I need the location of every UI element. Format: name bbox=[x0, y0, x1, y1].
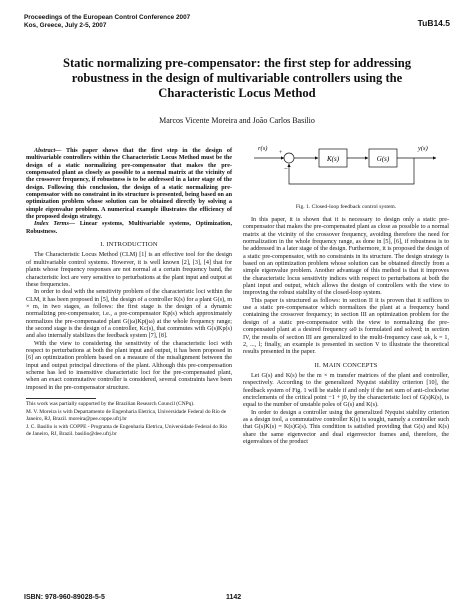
paragraph: This paper is structured as follows: in section II it is proven that it suffices to use a static pre-compensator which normalizes the plant at a frequency band containing the crossover frequency; in section III an optimization problem for the design of a static pre-compensator with the view to normalizing the pre-compensated plant at a desired frequency ω0 is formulated and solved; in section IV, the results of section III are generalized to the multi-frequency case ωk, k = 1, 2, ..., l; finally, an example is presented in section V to illustrate the theoretical results presented in the paper. bbox=[243, 297, 449, 356]
block-diagram bbox=[246, 138, 446, 208]
conference-location: Kos, Greece, July 2-5, 2007 bbox=[24, 22, 107, 29]
paragraph: In order to deal with the sensitivity problem of the characteristic loci within the CLM, it has been proposed in [5], the design of a controller K(s) for a plant G(s), m × m, in two stages, as follows: the first stage is the design of a dynamic normalizing pre-compensator, i.e., a pre-compensator Kp(s) which approximately normalizes the pre-compensated plant G(jω)Kp(jω) at the whole frequency range; the second stage is the design of a controller, Kc(s), that commutes with G(s)Kp(s) and also internally stabilizes the feedback system [7], [8]. bbox=[26, 289, 232, 340]
paper-id: TuB14.5 bbox=[417, 18, 450, 28]
left-column bbox=[26, 148, 232, 437]
input-label: r(s) bbox=[258, 145, 268, 152]
section-heading-main-concepts: II. MAIN CONCEPTS bbox=[314, 361, 378, 369]
abstract-text: — This paper shows that the first step in the design of multivariable controllers within the Characteristic Locus Method must be the design of a static normalizing pre-compensator that makes the pre-compensated plant as closely as possible to a normal matrix at the vicinity of the crossover frequency, if robustness is to be addressed in a later stage of the design. Following this conclusion, the design of a static normalizing pre-compensator with no constraint in its structure is presented, being based on an optimization problem whose solution can be obtained directly by solving a simple eigenvalue problem. A numerical example illustrates the efficiency of the proposed design strategy. bbox=[26, 148, 232, 221]
authors: Marcos Vicente Moreira and João Carlos Basilio bbox=[159, 116, 315, 125]
title-line: robustness in the design of multivariable controllers using the bbox=[71, 71, 403, 85]
paragraph: In order to design a controller using the generalized Nyquist stability criterion as a design tool, a commutative controller K(s) is sought, namely a controller such that G(s)K(s) = K(s)G(s). This condition is satisfied providing that G(s) and K(s) share the same eigenvector and dual eigenvector frames and, therefore, the eigenvalues of the product bbox=[243, 409, 449, 445]
minus-sign: − bbox=[284, 165, 288, 173]
paragraph: Let G(s) and K(s) be the m × m transfer matrices of the plant and controller, respectively. According to the generalized Nyquist stability criterion [10], the feedback system of Fig. 1 will be stable if and only if the net sum of anti-clockwise encirclements of the critical point −1 + j0, by the characteristic loci of G(s)K(s), is equal to the number of unstable poles of G(s) and K(s). bbox=[243, 372, 449, 409]
isbn: ISBN: 978-960-89028-5-5 bbox=[24, 594, 105, 601]
controller-label: K(s) bbox=[326, 155, 340, 163]
abstract bbox=[26, 148, 232, 221]
paragraph: The Characteristic Locus Method (CLM) [1] is an effective tool for the design of multivariable control systems. However, it is well known [2], [3], [4] that for plants whose frequency responses are not normal at a certain frequency band, the characteristic loci are very sensitive to perturbations at the plant input and output at these frequencies. bbox=[26, 252, 232, 288]
abstract-label: Abstract bbox=[34, 148, 56, 154]
footnote-rule bbox=[26, 398, 96, 399]
plus-sign: + bbox=[279, 150, 283, 156]
figure-caption: Fig. 1. Closed-loop feedback control system. bbox=[295, 204, 397, 210]
right-column bbox=[243, 217, 449, 446]
title-line: Static normalizing pre-compensator: the first step for addressing bbox=[62, 56, 412, 70]
section-heading-introduction: I. INTRODUCTION bbox=[100, 241, 158, 249]
paper-title bbox=[40, 56, 434, 101]
feedback-path bbox=[289, 158, 414, 184]
index-terms bbox=[26, 221, 232, 236]
paragraph: In this paper, it is shown that it is necessary to design only a static pre-compensator that makes the pre-compensated plant as close as possible to a normal matrix at the vicinity of the crossover frequency, avoiding therefore the need for normalization in the whole frequency range, as done in [5], [6], if robustness is to be addressed in a later stage of the design. Furthermore, it is proposed the design of a static pre-compensator, with no constraints in its structure. The design strategy is based on an optimization problem whose solution can be obtained directly from a simple eigenvalue problem. Another advantage of this method is that it improves the characteristic locus sensitivity indices with respect to perturbations at both the plant input and output, which allows the design of controllers with the view to improving the robust stability of the closed-loop system. bbox=[243, 217, 449, 297]
plant-label: G(s) bbox=[376, 155, 390, 163]
output-label: y(s) bbox=[418, 145, 428, 152]
page-number: 1142 bbox=[226, 594, 242, 601]
footnote: M. V. Moreira is with Departamento de Engenharia Eletrica, Universidade Federal do Rio de Janeiro, RJ, Brazil. moreira@pee.coppe.ufrj.br bbox=[26, 409, 227, 422]
paragraph: With the view to considering the sensitivity of the characteristic loci with respect to perturbations at both the plant input and output, it has been proposed in [6] an optimization problem based on a measure of the misalignment between the input and output principal directions of the plant. Although this pre-compensation scheme has led to insensitive characteristic loci for the pre-compensated plant, when an exact commutative controller is considered, several constraints have been imposed in the pre-compensator structure. bbox=[26, 340, 232, 391]
conference-header bbox=[24, 14, 190, 30]
index-terms-text: — Linear systems, Multivariable systems, Optimization, Robustness. bbox=[26, 221, 232, 235]
title-line: Characteristic Locus Method bbox=[158, 86, 316, 100]
summing-junction bbox=[284, 153, 294, 163]
footnote: This work was partially supported by the Brazilian Research Council (CNPq). bbox=[26, 401, 195, 407]
conference-name: Proceedings of the European Control Conference 2007 bbox=[24, 14, 191, 21]
footnote: J. C. Basilio is with COPPE - Programa de Engenharia Eletrica, Universidade Federal do Rio de Janeiro, RJ, Brazil. basilio@dee.ufrj.br bbox=[26, 424, 228, 437]
index-terms-label: Index Terms bbox=[34, 221, 69, 228]
